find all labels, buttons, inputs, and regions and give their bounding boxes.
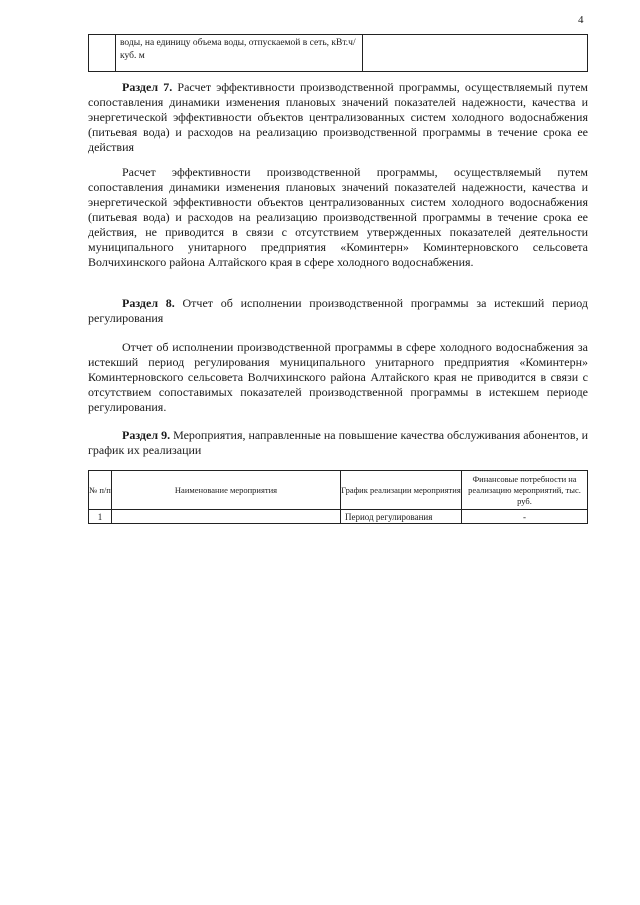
table-cell-indicator: воды, на единицу объема воды, отпускаемой в сеть, кВт.ч/куб. м — [116, 35, 363, 72]
table-row — [89, 35, 588, 72]
section-8-body: Отчет об исполнении производственной программы в сфере холодного водоснабжения за истекший период регулирования муниципального унитарного предприятия «Коминтерн» Коминтерновского сельсовета Волчихинского района Алтайского края не приводится в связи с отсутствием сопоставимых показателей производственной программы в истекшем периоде регулирования. — [88, 340, 588, 414]
indicator-table-fragment — [88, 34, 588, 72]
header-number: № п/п — [89, 471, 112, 510]
section-8-title-text: Отчет об исполнении производственной программы за истекший период регулирования — [88, 296, 589, 325]
measures-table — [88, 470, 588, 524]
cell-schedule: Период регулирования — [341, 510, 462, 524]
table-cell-empty — [363, 35, 588, 72]
table-row — [89, 510, 588, 524]
header-financial-needs: Финансовые потребности на реализацию мероприятий, тыс. руб. — [462, 471, 588, 510]
header-schedule: График реализации мероприятия — [341, 471, 462, 510]
cell-number: 1 — [89, 510, 112, 524]
section-7-label: Раздел 7. — [122, 80, 173, 94]
section-8-label: Раздел 8. — [122, 296, 175, 310]
table-cell-empty — [89, 35, 116, 72]
table-header-row — [89, 471, 588, 510]
section-9-title-text: Мероприятия, направленные на повышение качества обслуживания абонентов, и график их реализации — [88, 428, 588, 457]
section-7-body: Расчет эффективности производственной программы, осуществляемый путем сопоставления динамики изменения плановых значений показателей надежности, качества и энергетической эффективности объектов централизованных систем холодного водоснабжения (питьевая вода) и расходов на реализацию производственной программы в течение срока ее действия, не приводится в связи с отсутствием утвержденных показателей деятельности муниципального унитарного предприятия «Коминтерн» Коминтерновского сельсовета Волчихинского района Алтайского края в сфере холодного водоснабжения. — [88, 165, 588, 269]
cell-measure-name — [112, 510, 341, 524]
cell-financial-needs: - — [462, 510, 588, 524]
section-8-title — [88, 296, 588, 326]
page-number: 4 — [578, 14, 584, 26]
section-9-label: Раздел 9. — [122, 428, 171, 442]
section-9-title — [88, 428, 588, 458]
section-7-title-text: Расчет эффективности производственной программы, осуществляемый путем сопоставления динамики изменения плановых значений показателей надежности, качества и энергетической эффективности объектов централизованных систем холодного водоснабжения (питьевая вода) и расходов на реализацию производственной программы в течение срока ее действия — [88, 80, 588, 154]
section-7-title — [88, 80, 588, 155]
header-measure-name: Наименование мероприятия — [112, 471, 341, 510]
